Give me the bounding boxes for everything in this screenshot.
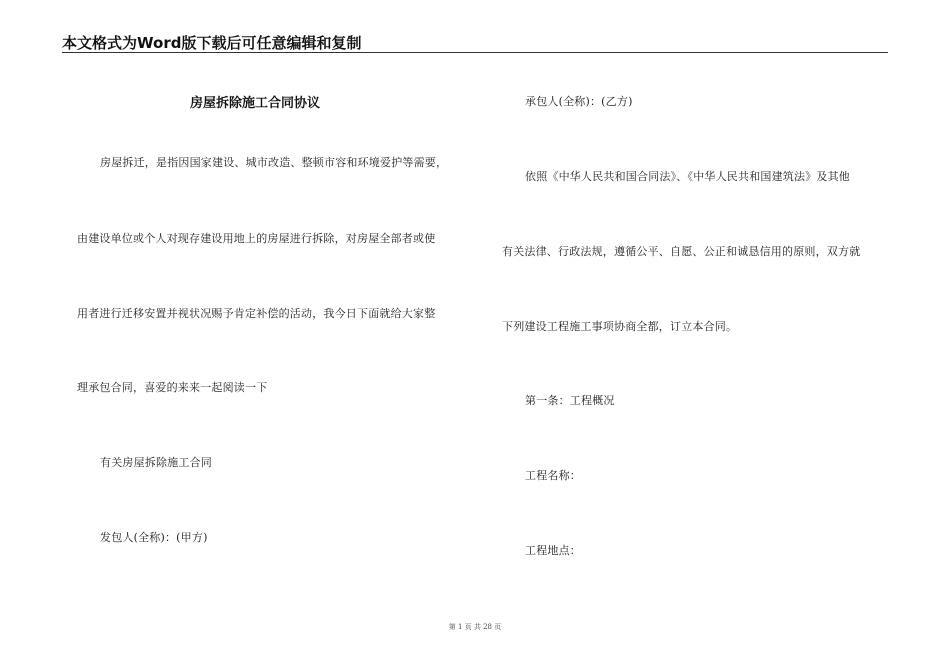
right-line-2: 依照《中华人民共和国合同法》、《中华人民共和国建筑法》及其他 xyxy=(525,170,850,183)
right-line-1: 承包人(全称)：(乙方) xyxy=(525,95,633,108)
left-line-6: 发包人(全称)：(甲方) xyxy=(100,531,208,544)
document-title: 房屋拆除施工合同协议 xyxy=(190,96,321,111)
document-header: 本文格式为Word版下载后可任意编辑和复制 xyxy=(62,34,362,52)
left-line-5: 有关房屋拆除施工合同 xyxy=(100,456,212,469)
left-line-4: 理承包合同，喜爱的来来一起阅读一下 xyxy=(77,381,268,394)
left-line-1: 房屋拆迁，是指因国家建设、城市改造、整顿市容和环境爱护等需要， xyxy=(100,156,448,169)
right-line-6: 工程名称： xyxy=(525,469,581,482)
right-line-7: 工程地点： xyxy=(525,544,581,557)
right-line-5: 第一条：工程概况 xyxy=(525,394,615,407)
header-rule xyxy=(62,52,888,53)
right-line-4: 下列建设工程施工事项协商全都，订立本合同。 xyxy=(502,320,738,333)
page-number-footer: 第 1 页 共 28 页 xyxy=(448,623,502,631)
left-line-2: 由建设单位或个人对现存建设用地上的房屋进行拆除，对房屋全部者或使 xyxy=(77,232,436,245)
right-line-3: 有关法律、行政法规，遵循公平、自愿、公正和诚恳信用的原则，双方就 xyxy=(502,245,861,258)
left-line-3: 用者进行迁移安置并视状况赐予肯定补偿的活动，我今日下面就给大家整 xyxy=(77,307,436,320)
